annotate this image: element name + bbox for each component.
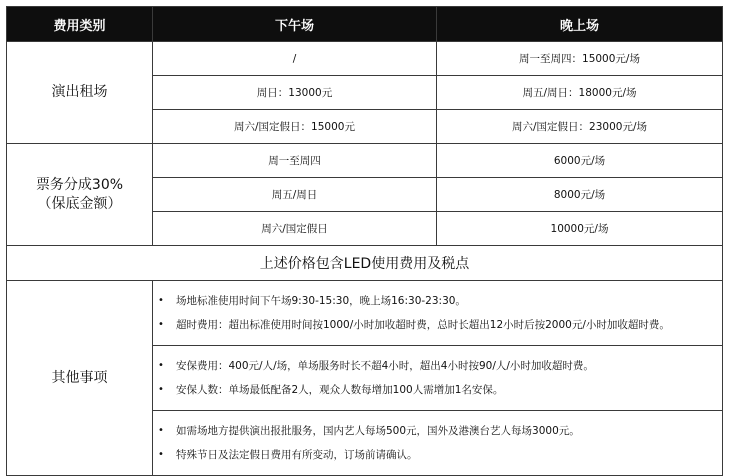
header-category: 费用类别 xyxy=(7,7,153,42)
bullet-icon: • xyxy=(158,384,164,395)
rental-afternoon-2: 周日：13000元 xyxy=(153,76,437,110)
list-item xyxy=(157,378,718,402)
rental-evening-1: 周一至周四：15000元/场 xyxy=(437,42,723,76)
ticket-row-1 xyxy=(7,144,723,178)
list-item xyxy=(157,354,718,378)
other-item-text: 安保费用：400元/人/场，单场服务时长不超4小时，超出4小时按90/人/小时加收超时费。 xyxy=(176,360,594,372)
list-item xyxy=(157,419,718,443)
ticket-category-line1: 票务分成30% xyxy=(35,176,124,193)
other-category: 其他事项 xyxy=(7,281,153,476)
list-item xyxy=(157,289,718,313)
rental-afternoon-1: / xyxy=(153,42,437,76)
note-row xyxy=(7,246,723,281)
other-item-text: 超时费用：超出标准使用时间按1000/小时加收超时费，总时长超出12小时后按2000元/小时加收超时费。 xyxy=(176,319,670,331)
other-item-text: 特殊节日及法定假日费用有所变动，订场前请确认。 xyxy=(176,449,418,461)
other-group-1 xyxy=(153,281,723,346)
list-item xyxy=(157,443,718,467)
other-item-text: 如需场地方提供演出报批服务，国内艺人每场500元，国外及港澳台艺人每场3000元。 xyxy=(176,425,580,437)
ticket-category xyxy=(7,144,153,246)
other-group-2 xyxy=(153,346,723,411)
bullet-icon: • xyxy=(158,360,164,371)
pricing-table xyxy=(6,6,723,476)
bullet-icon: • xyxy=(158,295,164,306)
list-item xyxy=(157,313,718,337)
rental-afternoon-3: 周六/国定假日：15000元 xyxy=(153,110,437,144)
rental-row-1 xyxy=(7,42,723,76)
header-evening: 晚上场 xyxy=(437,7,723,42)
header-afternoon: 下午场 xyxy=(153,7,437,42)
ticket-evening-3: 10000元/场 xyxy=(437,212,723,246)
ticket-afternoon-1: 周一至周四 xyxy=(153,144,437,178)
bullet-icon: • xyxy=(158,449,164,460)
other-group-3 xyxy=(153,411,723,476)
ticket-category-line2: （保底金额） xyxy=(37,195,122,212)
table-header xyxy=(7,7,723,42)
bullet-icon: • xyxy=(158,425,164,436)
ticket-evening-1: 6000元/场 xyxy=(437,144,723,178)
rental-evening-3: 周六/国定假日：23000元/场 xyxy=(437,110,723,144)
rental-category: 演出租场 xyxy=(7,42,153,144)
other-item-text: 场地标准使用时间下午场9:30-15:30，晚上场16:30-23:30。 xyxy=(176,295,466,307)
rental-evening-2: 周五/周日：18000元/场 xyxy=(437,76,723,110)
ticket-evening-2: 8000元/场 xyxy=(437,178,723,212)
price-note: 上述价格包含LED使用费用及税点 xyxy=(7,246,723,281)
pricing-table-container xyxy=(6,6,722,461)
ticket-afternoon-3: 周六/国定假日 xyxy=(153,212,437,246)
other-row-1 xyxy=(7,281,723,346)
ticket-afternoon-2: 周五/周日 xyxy=(153,178,437,212)
other-item-text: 安保人数：单场最低配备2人，观众人数每增加100人需增加1名安保。 xyxy=(176,384,504,396)
bullet-icon: • xyxy=(158,319,164,330)
header-row xyxy=(7,7,723,42)
